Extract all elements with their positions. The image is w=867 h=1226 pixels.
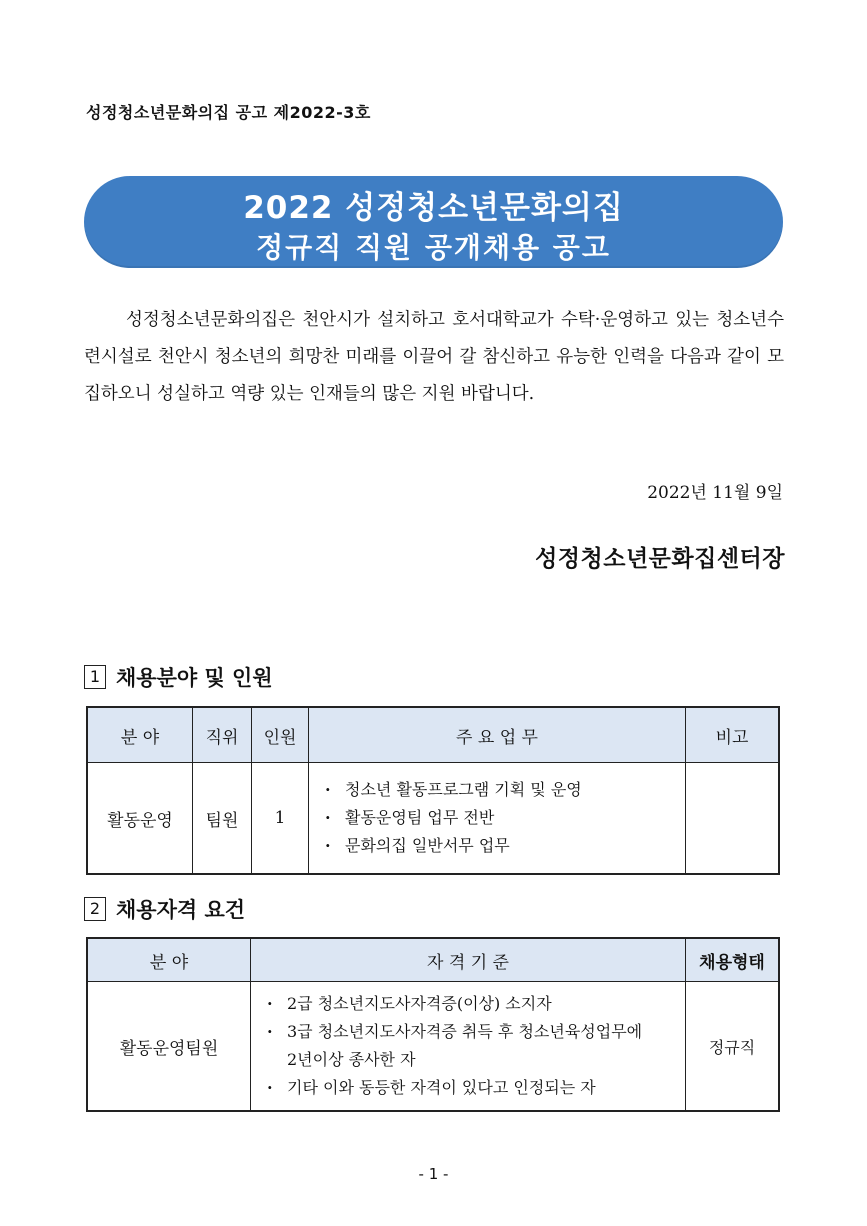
- header-count: 인원: [252, 707, 309, 763]
- section-1-heading: [84, 662, 273, 692]
- cell-position: 팀원: [193, 763, 252, 875]
- criteria-list: [251, 982, 685, 1110]
- header-criteria: 자 격 기 준: [251, 938, 686, 982]
- cell-duties: [309, 763, 686, 875]
- table-row: [87, 982, 779, 1112]
- criteria-text: 2년이상 종사한 자: [287, 1050, 416, 1069]
- header-duties: 주 요 업 무: [309, 707, 686, 763]
- table-header-row: [87, 707, 779, 763]
- recruitment-table: [86, 706, 780, 875]
- list-item: · 활동운영팀 업무 전반: [323, 804, 685, 832]
- signer: 성정청소년문화집센터장: [535, 546, 785, 572]
- cell-field: 활동운영: [87, 763, 193, 875]
- cell-note: [686, 763, 780, 875]
- list-item-continuation: [265, 1046, 685, 1074]
- duties-list: [309, 768, 685, 868]
- section-1-title: 채용분야 및 인원: [116, 665, 273, 690]
- header-field: 분 야: [87, 707, 193, 763]
- notice-number: 성정청소년문화의집 공고 제2022-3호: [86, 103, 371, 122]
- list-item: · 청소년 활동프로그램 기획 및 운영: [323, 776, 685, 804]
- cell-field: 활동운영팀원: [87, 982, 251, 1112]
- header-position: 직위: [193, 707, 252, 763]
- title-banner: [84, 176, 783, 268]
- cell-criteria: [251, 982, 686, 1112]
- cell-employment-type: 정규직: [686, 982, 780, 1112]
- qualification-table: [86, 937, 780, 1112]
- page-number: - 1 -: [418, 1165, 449, 1183]
- table-header-row: [87, 938, 779, 982]
- criteria-text: 3급 청소년지도사자격증 취득 후 청소년육성업무에: [287, 1022, 643, 1041]
- header-field: 분 야: [87, 938, 251, 982]
- header-note: 비고: [686, 707, 780, 763]
- list-item: · 기타 이와 동등한 자격이 있다고 인정되는 자: [265, 1074, 685, 1102]
- section-2-title: 채용자격 요건: [116, 897, 246, 922]
- section-1-number: 1: [84, 665, 106, 689]
- list-item: · 문화의집 일반서무 업무: [323, 832, 685, 860]
- section-2-heading: [84, 894, 245, 924]
- list-item: · 2급 청소년지도사자격증(이상) 소지자: [265, 990, 685, 1018]
- list-item: [265, 1018, 685, 1046]
- header-employment-type: 채용형태: [686, 938, 780, 982]
- section-2-number: 2: [84, 897, 106, 921]
- intro-paragraph: 성정청소년문화의집은 천안시가 설치하고 호서대학교가 수탁·운영하고 있는 청소년수련시설로 천안시 청소년의 희망찬 미래를 이끌어 갈 참신하고 유능한 인력을 다음과 같이 모집하오니 성실하고 역량 있는 인재들의 많은 지원 바랍니다.: [84, 310, 784, 404]
- announcement-date: 2022년 11월 9일: [647, 483, 783, 503]
- title-line-1: 2022 성정청소년문화의집: [243, 190, 624, 226]
- table-row: [87, 763, 779, 875]
- title-line-2: 정규직 직원 공개채용 공고: [256, 231, 611, 264]
- cell-count: 1: [252, 763, 309, 875]
